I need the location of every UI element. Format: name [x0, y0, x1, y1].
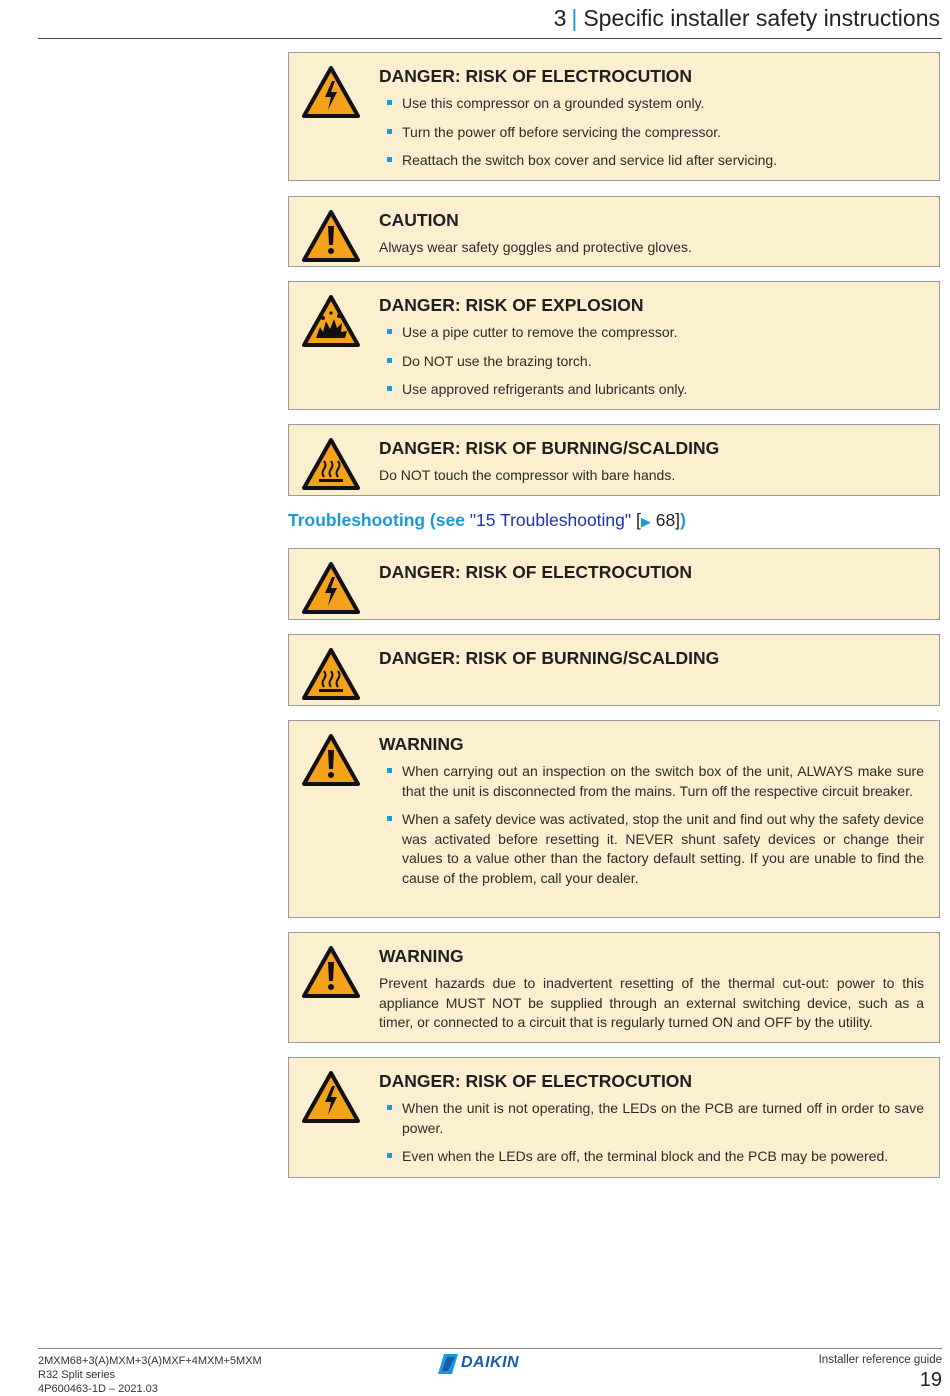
footer-doc-id: 4P600463-1D – 2021.03: [38, 1383, 158, 1395]
chapter-number: 3: [553, 5, 567, 31]
bullet: [387, 129, 392, 134]
list-item: When the unit is not operating, the LEDs on the PCB are turned off in order to save power.: [379, 1099, 924, 1138]
footer-divider: [38, 1348, 942, 1349]
chapter-title: [554, 5, 940, 32]
page-reference[interactable]: 68]: [650, 510, 681, 530]
list-item: Do NOT use the brazing torch.: [379, 352, 924, 372]
box-title: DANGER: RISK OF BURNING/SCALDING: [379, 438, 720, 458]
bullet: [387, 1105, 392, 1110]
warning-box: [288, 932, 940, 1043]
hot-surface-warning-icon: [301, 647, 361, 701]
footer-series: R32 Split series: [38, 1369, 116, 1381]
bullet: [387, 768, 392, 773]
box-title: CAUTION: [379, 210, 459, 230]
footer-doc-info: [38, 1354, 262, 1396]
exclamation-warning-icon: [301, 733, 361, 787]
high-voltage-warning-icon: [301, 1070, 361, 1124]
list-item: Turn the power off before servicing the compressor.: [379, 123, 924, 143]
troubleshooting-link[interactable]: "15 Troubleshooting": [469, 510, 632, 530]
page-header: [38, 0, 942, 39]
instruction-list: [379, 323, 924, 400]
chapter-heading: Specific installer safety instructions: [583, 5, 940, 31]
caution-box: [288, 196, 940, 267]
danger-electrocution-box: [288, 52, 940, 181]
warning-box: [288, 720, 940, 918]
box-text: Prevent hazards due to inadvertent resetting of the thermal cut-out: power to this appliance MUST NOT be supplied through an external switching device, such as a timer, or connected to a circuit that is regularly turned ON and OFF by the utility.: [379, 975, 924, 1030]
bullet: [387, 816, 392, 821]
danger-scalding-box: [288, 634, 940, 706]
list-item: When carrying out an inspection on the switch box of the unit, ALWAYS make sure that the unit is disconnected from the mains. Turn off the respective circuit breaker.: [379, 762, 924, 801]
bullet: [387, 386, 392, 391]
list-item: When a safety device was activated, stop the unit and find out why the safety device was activated before resetting it. NEVER shunt safety devices or change their values to a value other than the factory default setting. If you are unable to find the cause of the problem, call your dealer.: [379, 810, 924, 888]
list-item: Use this compressor on a grounded system only.: [379, 94, 924, 114]
title-separator: |: [571, 5, 578, 31]
box-title: WARNING: [379, 734, 464, 754]
page-arrow-icon: ▶: [640, 514, 651, 529]
list-item: Use a pipe cutter to remove the compressor.: [379, 323, 924, 343]
box-title: DANGER: RISK OF BURNING/SCALDING: [379, 648, 720, 668]
bracket-open: [: [631, 510, 641, 530]
box-title: DANGER: RISK OF EXPLOSION: [379, 295, 644, 315]
bullet: [387, 358, 392, 363]
box-title: DANGER: RISK OF ELECTROCUTION: [379, 1071, 693, 1091]
high-voltage-warning-icon: [301, 561, 361, 615]
section-heading-troubleshooting: [288, 510, 686, 531]
box-title: WARNING: [379, 946, 464, 966]
instruction-list: [379, 94, 924, 171]
box-text: Always wear safety goggles and protective gloves.: [379, 239, 692, 255]
bullet: [387, 329, 392, 334]
list-item: Even when the LEDs are off, the terminal block and the PCB may be powered.: [379, 1147, 924, 1167]
high-voltage-warning-icon: [301, 65, 361, 119]
footer-guide-title: Installer reference guide: [818, 1354, 942, 1366]
list-item: Reattach the switch box cover and service lid after servicing.: [379, 151, 924, 171]
danger-scalding-box: [288, 424, 940, 496]
danger-electrocution-box: [288, 548, 940, 620]
page-number: 19: [919, 1369, 942, 1391]
box-text: Do NOT touch the compressor with bare hands.: [379, 467, 676, 483]
instruction-list: [379, 1099, 924, 1167]
exclamation-warning-icon: [301, 209, 361, 263]
list-item: Use approved refrigerants and lubricants only.: [379, 380, 924, 400]
section-suffix: ): [680, 510, 686, 530]
box-title: DANGER: RISK OF ELECTROCUTION: [379, 66, 693, 86]
exclamation-warning-icon: [301, 945, 361, 999]
bullet: [387, 1153, 392, 1158]
danger-explosion-box: [288, 281, 940, 410]
footer-model: 2MXM68+3(A)MXM+3(A)MXF+4MXM+5MXM: [38, 1355, 262, 1367]
hot-surface-warning-icon: [301, 437, 361, 491]
bullet: [387, 100, 392, 105]
instruction-list: [379, 762, 924, 888]
danger-electrocution-box: [288, 1057, 940, 1178]
explosion-warning-icon: [301, 294, 361, 348]
bullet: [387, 157, 392, 162]
section-prefix: Troubleshooting (see: [288, 510, 470, 530]
box-title: DANGER: RISK OF ELECTROCUTION: [379, 562, 693, 582]
brand-name: DAIKIN: [461, 1354, 520, 1371]
